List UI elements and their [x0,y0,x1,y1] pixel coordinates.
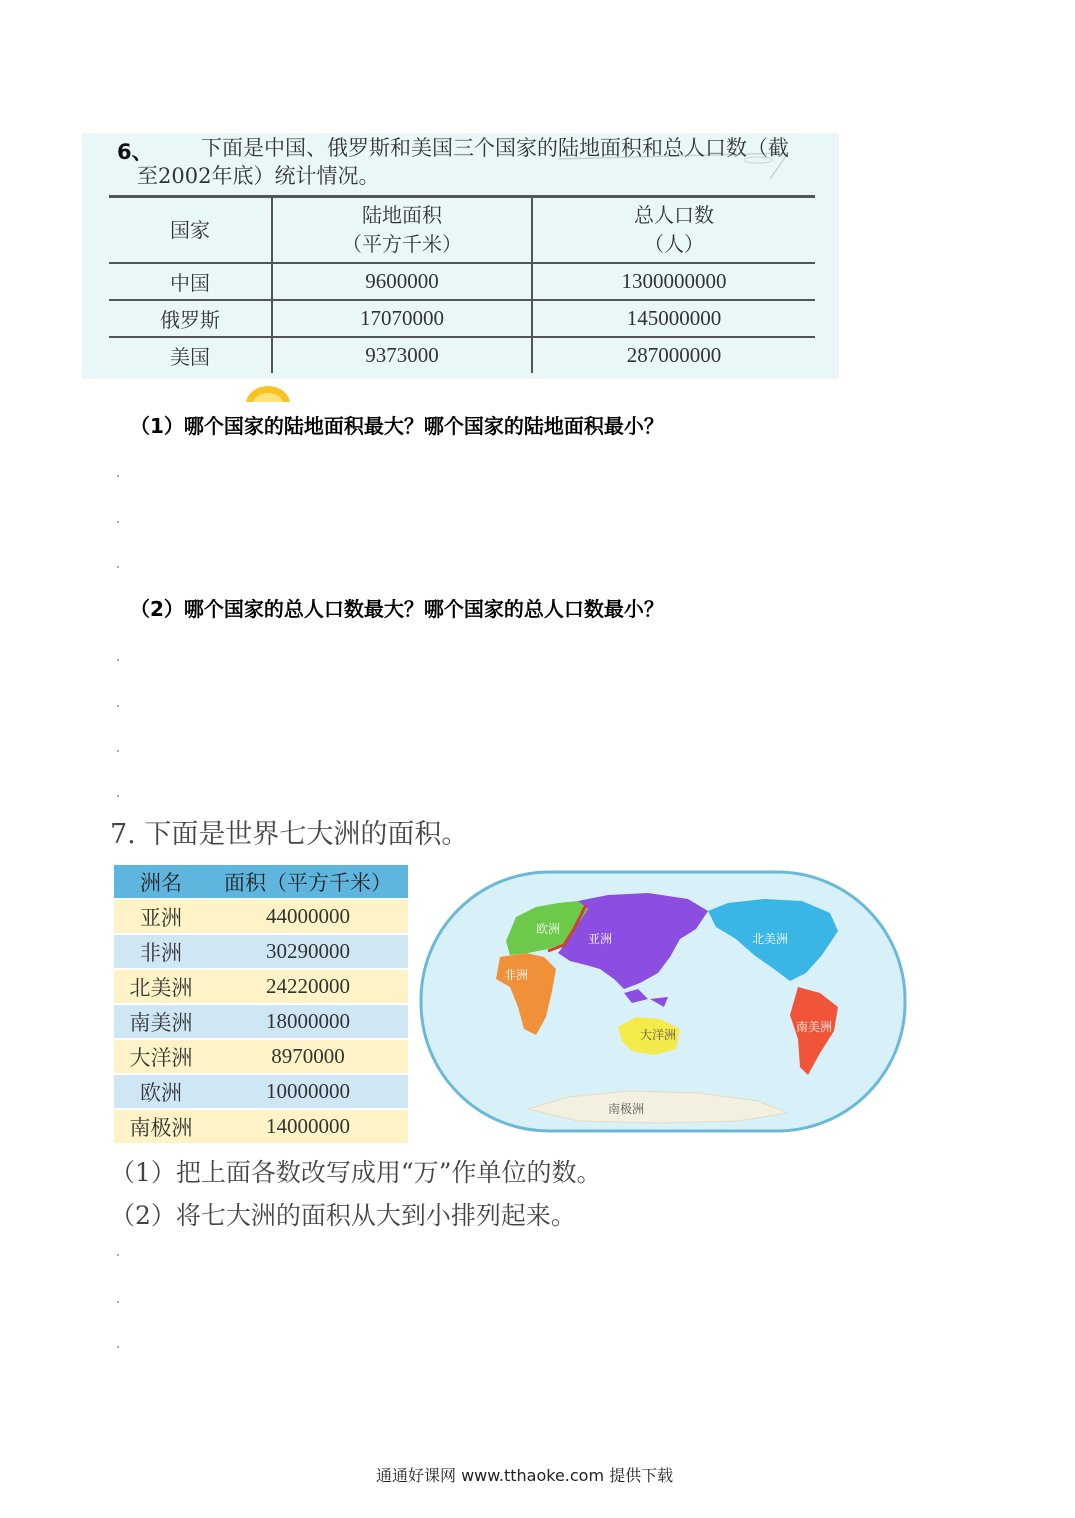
cell-area: 8970000 [208,1039,408,1074]
cell-population: 1300000000 [532,263,815,300]
continent-area-table [114,865,408,1145]
footer-credit: 通通好课网 www.tthaoke.com 提供下载 [376,1466,674,1485]
answer-line-marker [117,795,119,797]
answer-line-marker [117,1301,119,1303]
country-statistics-table [109,195,815,373]
header-area: 面积（平方千米） [208,865,408,899]
cell-area: 44000000 [208,899,408,934]
cell-area: 18000000 [208,1004,408,1039]
table-row [114,1074,408,1109]
problem-7-title: 7. 下面是世界七大洲的面积。 [110,819,469,850]
cell-country: 美国 [109,337,272,373]
answer-line-marker [117,1254,119,1256]
table-header-row [109,197,815,264]
answer-line-marker [117,1346,119,1348]
question-6-1: （1）哪个国家的陆地面积最大？哪个国家的陆地面积最小？ [130,414,664,438]
cell-continent: 大洋洲 [114,1039,208,1074]
question-7-1: （1）把上面各数改写成用“万”作单位的数。 [110,1158,602,1187]
problem-6-intro: 下面是中国、俄罗斯和美国三个国家的陆地面积和总人口数（截至2002年底）统计情况。 [137,136,789,188]
cell-country: 俄罗斯 [109,300,272,337]
cell-country: 中国 [109,263,272,300]
question-6-2: （2）哪个国家的总人口数最大？哪个国家的总人口数最小？ [130,597,664,621]
cell-continent: 非洲 [114,934,208,969]
map-label-antarctica: 南极洲 [608,1102,645,1116]
cell-area: 14000000 [208,1109,408,1144]
header-population: 总人口数 （人） [532,197,815,264]
table-row [109,263,815,300]
header-continent: 洲名 [114,865,208,899]
answer-line-marker [117,521,119,523]
cell-area: 9373000 [272,337,532,373]
table-row [109,337,815,373]
map-label-oceania: 大洋洲 [640,1028,677,1042]
table-row [114,1004,408,1039]
cell-area: 10000000 [208,1074,408,1109]
cell-area: 24220000 [208,969,408,1004]
cell-continent: 南美洲 [114,1004,208,1039]
answer-line-marker [117,566,119,568]
problem-6-number: 6、 [117,140,153,164]
map-label-africa: 非洲 [504,968,529,982]
answer-line-marker [117,475,119,477]
answer-line-marker [117,659,119,661]
map-label-north-america: 北美洲 [752,932,789,946]
header-land-area: 陆地面积 （平方千米） [272,197,532,264]
world-map [418,869,908,1134]
cell-area: 9600000 [272,263,532,300]
map-label-south-america: 南美洲 [796,1020,833,1034]
sun-icon [243,382,293,402]
map-label-europe: 欧洲 [536,922,561,936]
table-row [114,1109,408,1144]
cell-continent: 欧洲 [114,1074,208,1109]
cell-continent: 亚洲 [114,899,208,934]
header-country: 国家 [109,197,272,264]
cell-area: 17070000 [272,300,532,337]
cell-continent: 南极洲 [114,1109,208,1144]
table-row [114,1039,408,1074]
cell-population: 145000000 [532,300,815,337]
cell-continent: 北美洲 [114,969,208,1004]
table-row [109,300,815,337]
cell-area: 30290000 [208,934,408,969]
cell-population: 287000000 [626,343,722,367]
table-row [114,934,408,969]
question-7-2: （2）将七大洲的面积从大到小排列起来。 [110,1201,576,1230]
answer-line-marker [117,750,119,752]
table-row [114,899,408,934]
map-label-asia: 亚洲 [588,932,613,946]
answer-line-marker [117,705,119,707]
table-row [114,969,408,1004]
table-header-row [114,865,408,899]
